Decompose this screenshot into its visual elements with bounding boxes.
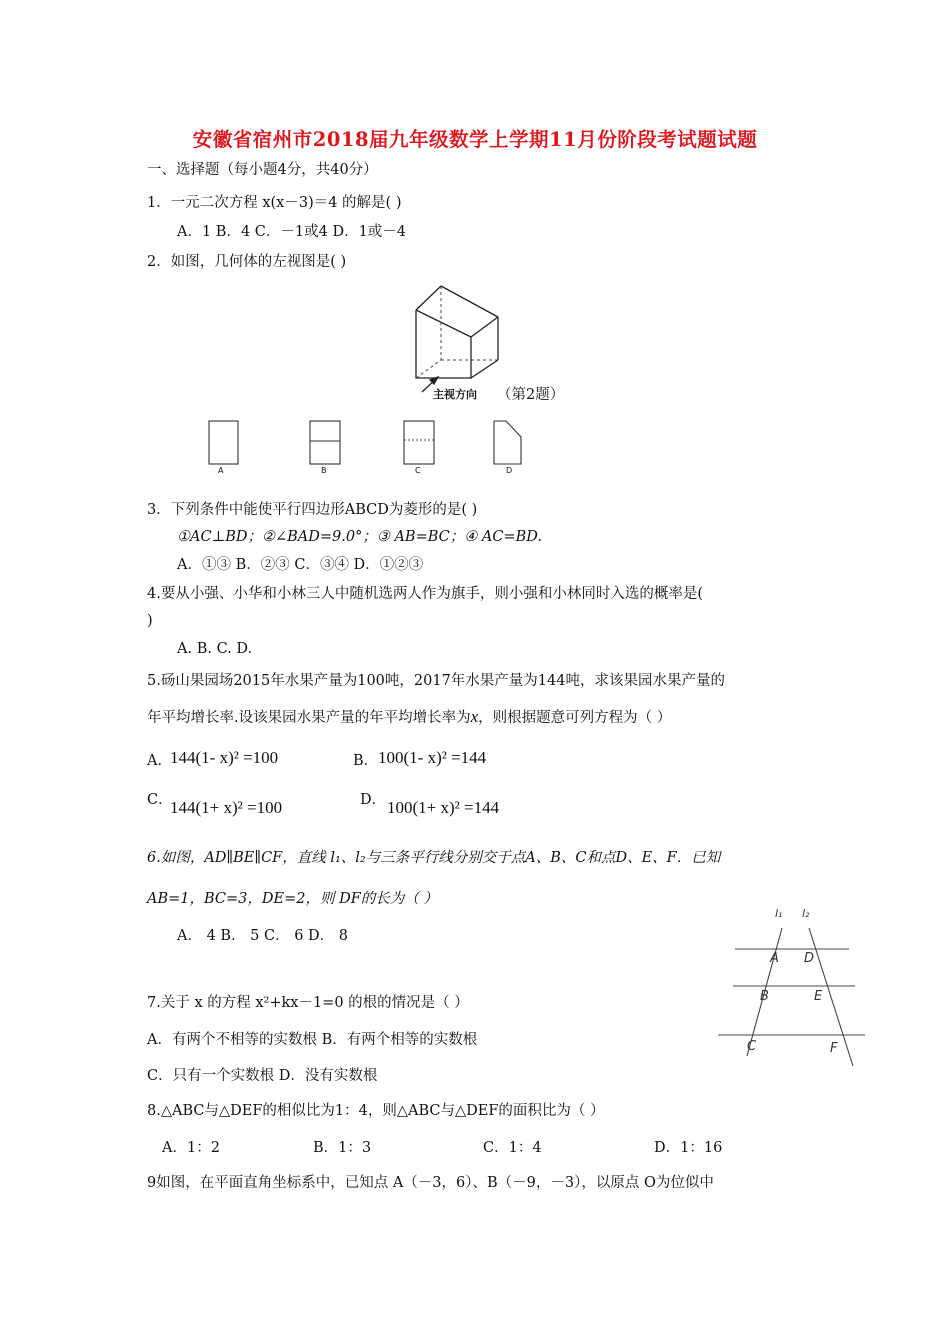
q2-label-c: C [415,466,421,475]
q5-option-d-label: D． [360,792,387,808]
q4-stem-line1: 4.要从小强、小华和小林三人中随机选两人作为旗手，则小强和小林同时入选的概率是( [147,586,703,602]
q8-option-c: C．1：4 [483,1140,542,1156]
q4-options: A. B. C. D. [177,641,253,657]
q2-arrow-label: 主视方向 [433,388,477,401]
q5-stem-line1: 5.砀山果园场2015年水果产量为100吨，2017年水果产量为144吨，求该果园水果产量的 [147,673,725,689]
q2-view-b [310,421,340,464]
q3-stem: 3．下列条件中能使平行四边形ABCD为菱形的是( ) [147,502,478,518]
q6-label-f: F [830,1041,838,1056]
q3-options: A．①③ B．②③ C．③④ D．①②③ [177,557,424,573]
q6-options: A． 4 B． 5 C． 6 D． 8 [177,928,349,944]
q5-option-a-label: A． [147,753,172,769]
q2-view-c [404,421,434,464]
q6-stem-line1: 6.如图，AD∥BE∥CF，直线 l₁、l₂与三条平行线分别交于点A、B、C和点D、E、F．已知 [147,850,721,866]
q6-stem-line2: AB=1，BC=3，DE=2，则 DF的长为（ ） [147,891,438,907]
q6-label-l2: l₂ [802,907,810,920]
q5-variable-x: x [470,707,479,726]
q7-options-ab: A．有两个不相等的实数根 B．有两个相等的实数根 [147,1032,478,1048]
q6-label-b: B [760,989,769,1004]
q5-stem-line2 [147,707,671,728]
q1-options: A．1 B．4 C．－1或4 D．1或－4 [177,224,407,240]
q8-option-b: B．1：3 [313,1140,372,1156]
q6-parallel-lines-figure [716,906,868,1071]
q5-option-c-eq: 144(1+ x)² =100 [170,798,283,817]
q2-label-d: D [506,466,513,475]
q5-option-b-eq: 100(1- x)² =144 [378,748,487,767]
q9-stem: 9如图，在平面直角坐标系中，已知点 A（－3，6）、B（－9，－3），以原点 O为位似中 [147,1175,714,1191]
q1-stem: 1．一元二次方程 x(x－3)＝4 的解是( ) [147,195,402,211]
q2-view-d [494,421,521,464]
q2-stem: 2．如图，几何体的左视图是( ) [147,254,347,270]
page-title: 安徽省宿州市2018届九年级数学上学期11月份阶段考试题试题 [192,128,758,151]
q7-options-cd: C．只有一个实数根 D．没有实数根 [147,1068,378,1084]
q5-stem-line2-a: 年平均增长率.设该果园水果产量的年平均增长率为 [147,710,471,726]
q8-option-a: A．1：2 [162,1140,220,1156]
q2-label-a: A [218,466,224,475]
q6-label-a: A [770,951,779,966]
q3-conditions: ①AC⊥BD；②∠BAD=9.0°；③ AB=BC；④ AC=BD. [177,529,542,545]
q7-stem: 7.关于 x 的方程 x²+kx－1=0 的根的情况是（ ） [147,995,469,1011]
q8-option-d: D．1：16 [654,1140,723,1156]
q2-view-a [209,421,238,464]
q5-option-c-label: C． [147,792,173,808]
q5-option-a-eq: 144(1- x)² =100 [170,748,279,767]
q6-label-c: C [747,1039,757,1054]
section-heading: 一、选择题（每小题4分，共40分） [147,162,378,178]
q6-label-l1: l₁ [775,907,783,920]
q8-stem: 8.△ABC与△DEF的相似比为1：4，则△ABC与△DEF的面积比为（ ） [147,1103,605,1119]
q6-label-e: E [814,989,823,1004]
q6-label-d: D [804,951,815,966]
q5-stem-line2-b: ，则根据题意可列方程为（ ） [478,710,672,726]
q5-option-b-label: B． [353,753,379,769]
q4-stem-line2: ) [147,613,153,629]
q2-figure-caption: （第2题） [497,387,565,403]
q5-option-d-eq: 100(1+ x)² =144 [387,798,500,817]
q2-label-b: B [321,466,327,475]
